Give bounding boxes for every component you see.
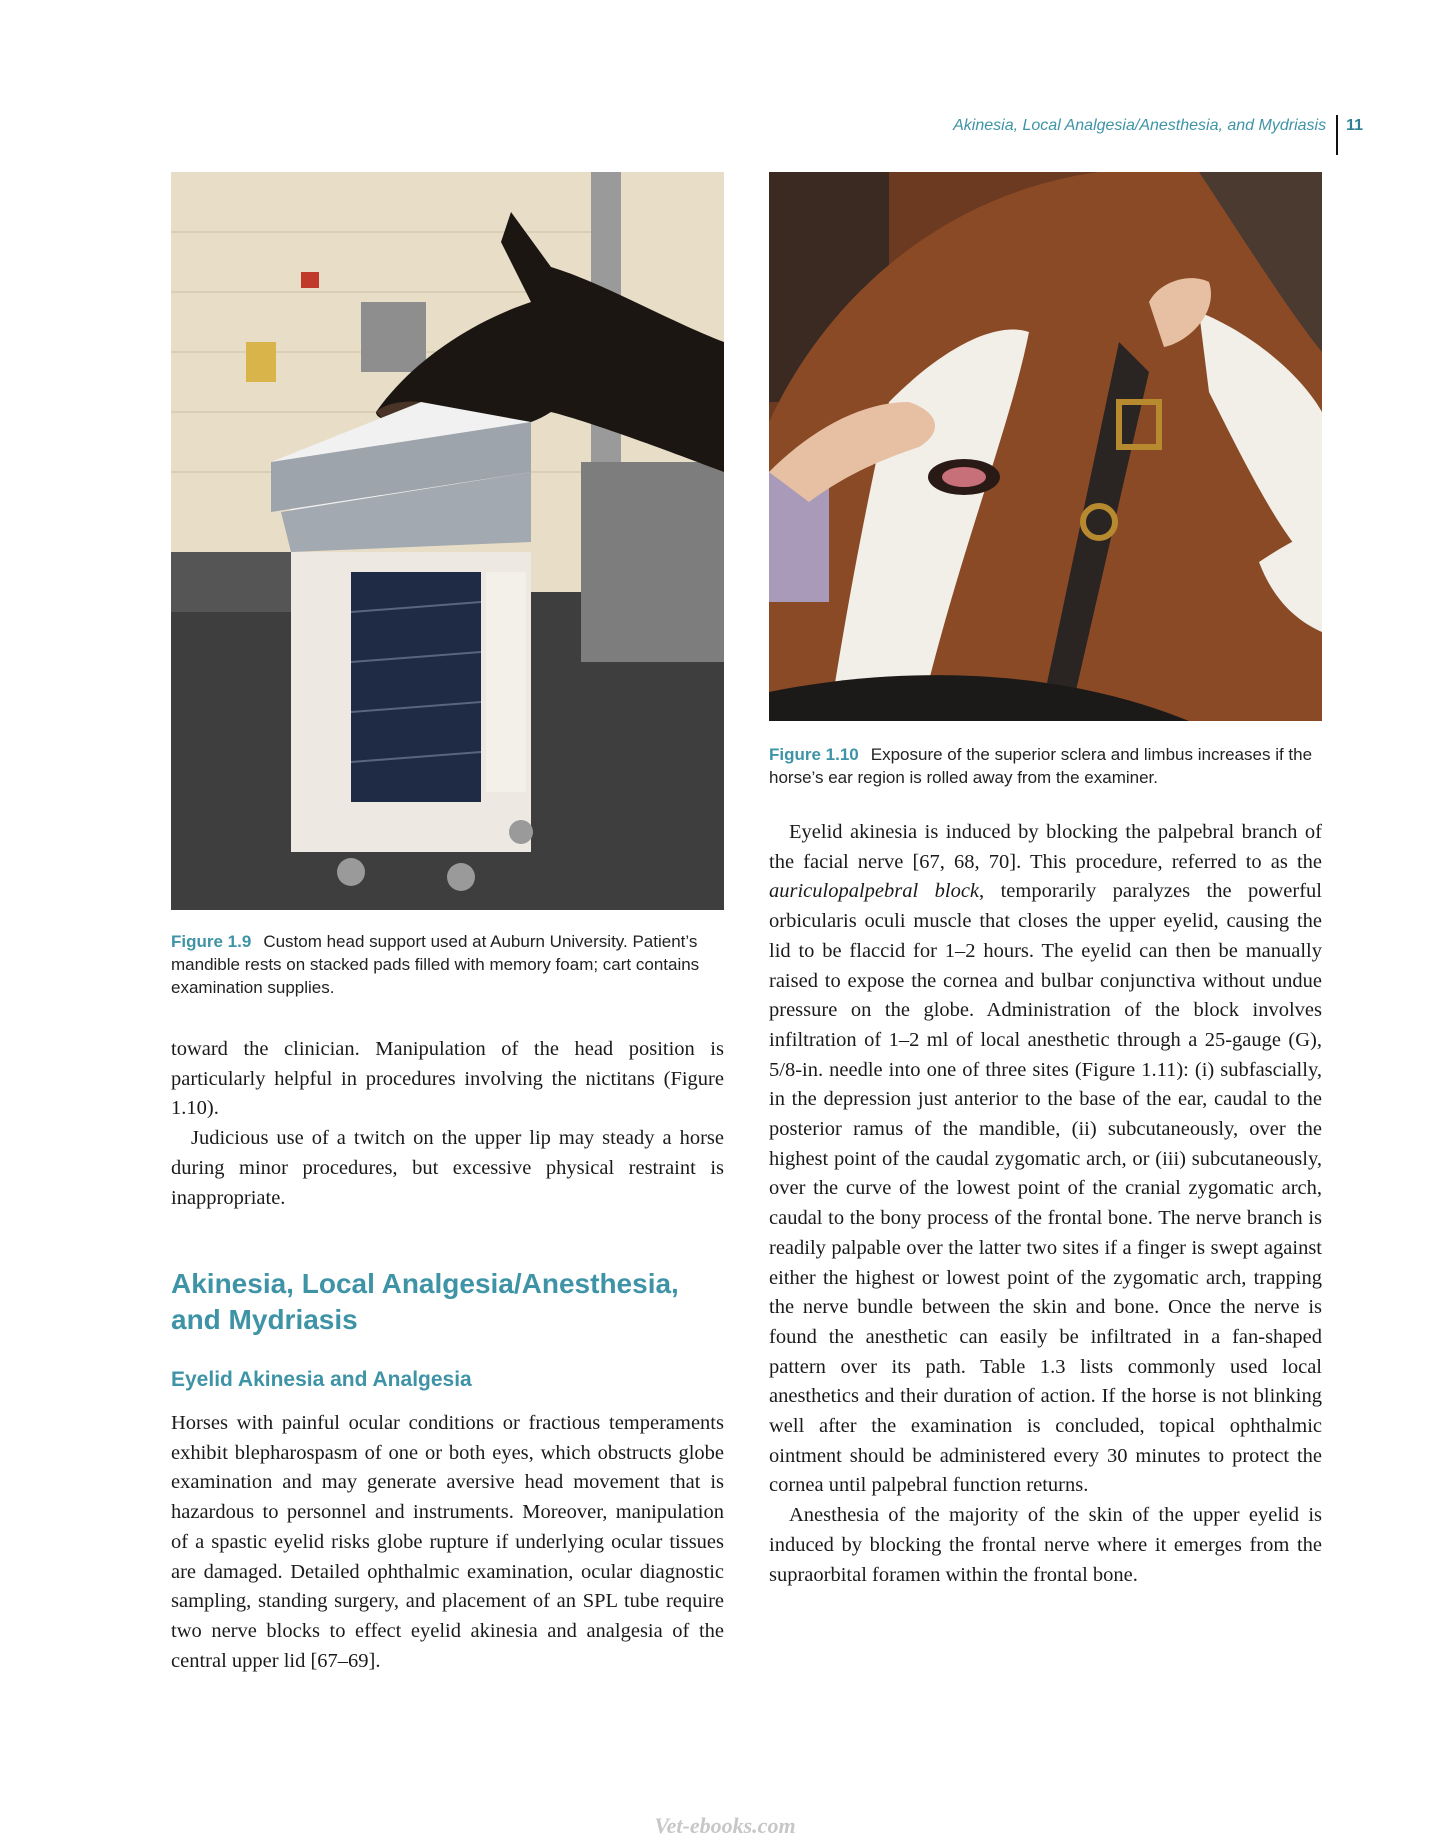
left-column-text-bottom bbox=[171, 1409, 724, 1676]
auriculopalpebral-block-term: auriculopalpebral block bbox=[769, 880, 980, 903]
right-paragraph-1-start: Eyelid akinesia is induced by blocking the palpebral branch of the facial nerve [67, 68, 70]. This procedure, referred to as the bbox=[769, 821, 1322, 873]
subsection-heading: Eyelid Akinesia and Analgesia bbox=[171, 1368, 472, 1391]
figure-1-10-image bbox=[769, 172, 1322, 721]
figure-1-9-caption bbox=[171, 930, 724, 999]
left-paragraph-2: Judicious use of a twitch on the upper lip may steady a horse during minor procedures, but excessive physical restraint is inappropriate. bbox=[171, 1127, 724, 1209]
figure-1-10-label: Figure 1.10 bbox=[769, 745, 859, 764]
right-paragraph-2: Anesthesia of the majority of the skin of the upper eyelid is induced by blocking the frontal nerve where it emerges from the supraorbital foramen within the frontal bone. bbox=[769, 1504, 1322, 1586]
figure-1-10-caption-text: Exposure of the superior sclera and limbus increases if the horse’s ear region is rolled away from the examiner. bbox=[769, 745, 1313, 787]
right-column-text bbox=[769, 818, 1322, 1590]
figure-1-10-caption bbox=[769, 743, 1322, 789]
left-column-text-top bbox=[171, 1035, 724, 1213]
page-number: 11 bbox=[1346, 117, 1363, 134]
right-paragraph-1-end: , temporarily paralyzes the powerful orbicularis oculi muscle that closes the upper eyelid, causing the lid to be flaccid for 1–2 hours. The eyelid can then be manually raised to expose the cornea and bulbar conjunctiva without undue pressure on the globe. Administration of the block involves infiltration of 1–2 ml of local anesthetic through a 25-gauge (G), 5/8-in. needle into one of three sites (Figure 1.11): (i) subfascially, in the depression just anterior to the base of the ear, caudal to the posterior ramus of the mandible, (ii) subcutaneously, over the highest point of the caudal zygomatic arch, or (iii) subcutaneously, over the curve of the lowest point of the cranial zygomatic arch, caudal to the bony process of the frontal bone. The nerve branch is readily palpable over the latter two sites if a finger is swept against either the highest or lowest point of the zygomatic arch, trapping the nerve bundle between the skin and bone. Once the nerve is found the anesthetic can easily be infiltrated in a fan-shaped pattern over its path. Table 1.3 lists commonly used local anesthetics and their duration of action. If the horse is not blinking well after the examination is concluded, topical ophthalmic ointment should be administered every 30 minutes to protect the cornea until palpebral function returns. bbox=[769, 880, 1322, 1497]
figure-1-9-image bbox=[171, 172, 724, 910]
left-paragraph-3: Horses with painful ocular conditions or fractious temperaments exhibit blepharospasm of one or both eyes, which obstructs globe examination and may generate aversive head movement that is hazardous to personnel and instruments. Moreover, manipulation of a spastic eyelid risks globe rupture if underlying ocular tissues are damaged. Detailed ophthalmic examination, ocular diagnostic sampling, standing surgery, and placement of an SPL tube require two nerve blocks to effect eyelid akinesia and analgesia of the central upper lid [67–69]. bbox=[171, 1412, 724, 1672]
watermark-logo: Vet-ebooks.com bbox=[654, 1813, 796, 1838]
left-paragraph-1: toward the clinician. Manipulation of the head position is particularly helpful in procedures involving the nictitans (Figure 1.10). bbox=[171, 1038, 724, 1120]
figure-1-9-caption-text: Custom head support used at Auburn University. Patient’s mandible rests on stacked pads filled with memory foam; cart contains examination supplies. bbox=[171, 932, 700, 997]
figure-1-9-label: Figure 1.9 bbox=[171, 932, 252, 951]
running-head-title: Akinesia, Local Analgesia/Anesthesia, and Mydriasis bbox=[953, 115, 1338, 155]
running-head bbox=[953, 115, 1363, 157]
section-heading: Akinesia, Local Analgesia/Anesthesia, and Mydriasis bbox=[171, 1268, 679, 1335]
right-paragraph-1 bbox=[769, 818, 1322, 1501]
